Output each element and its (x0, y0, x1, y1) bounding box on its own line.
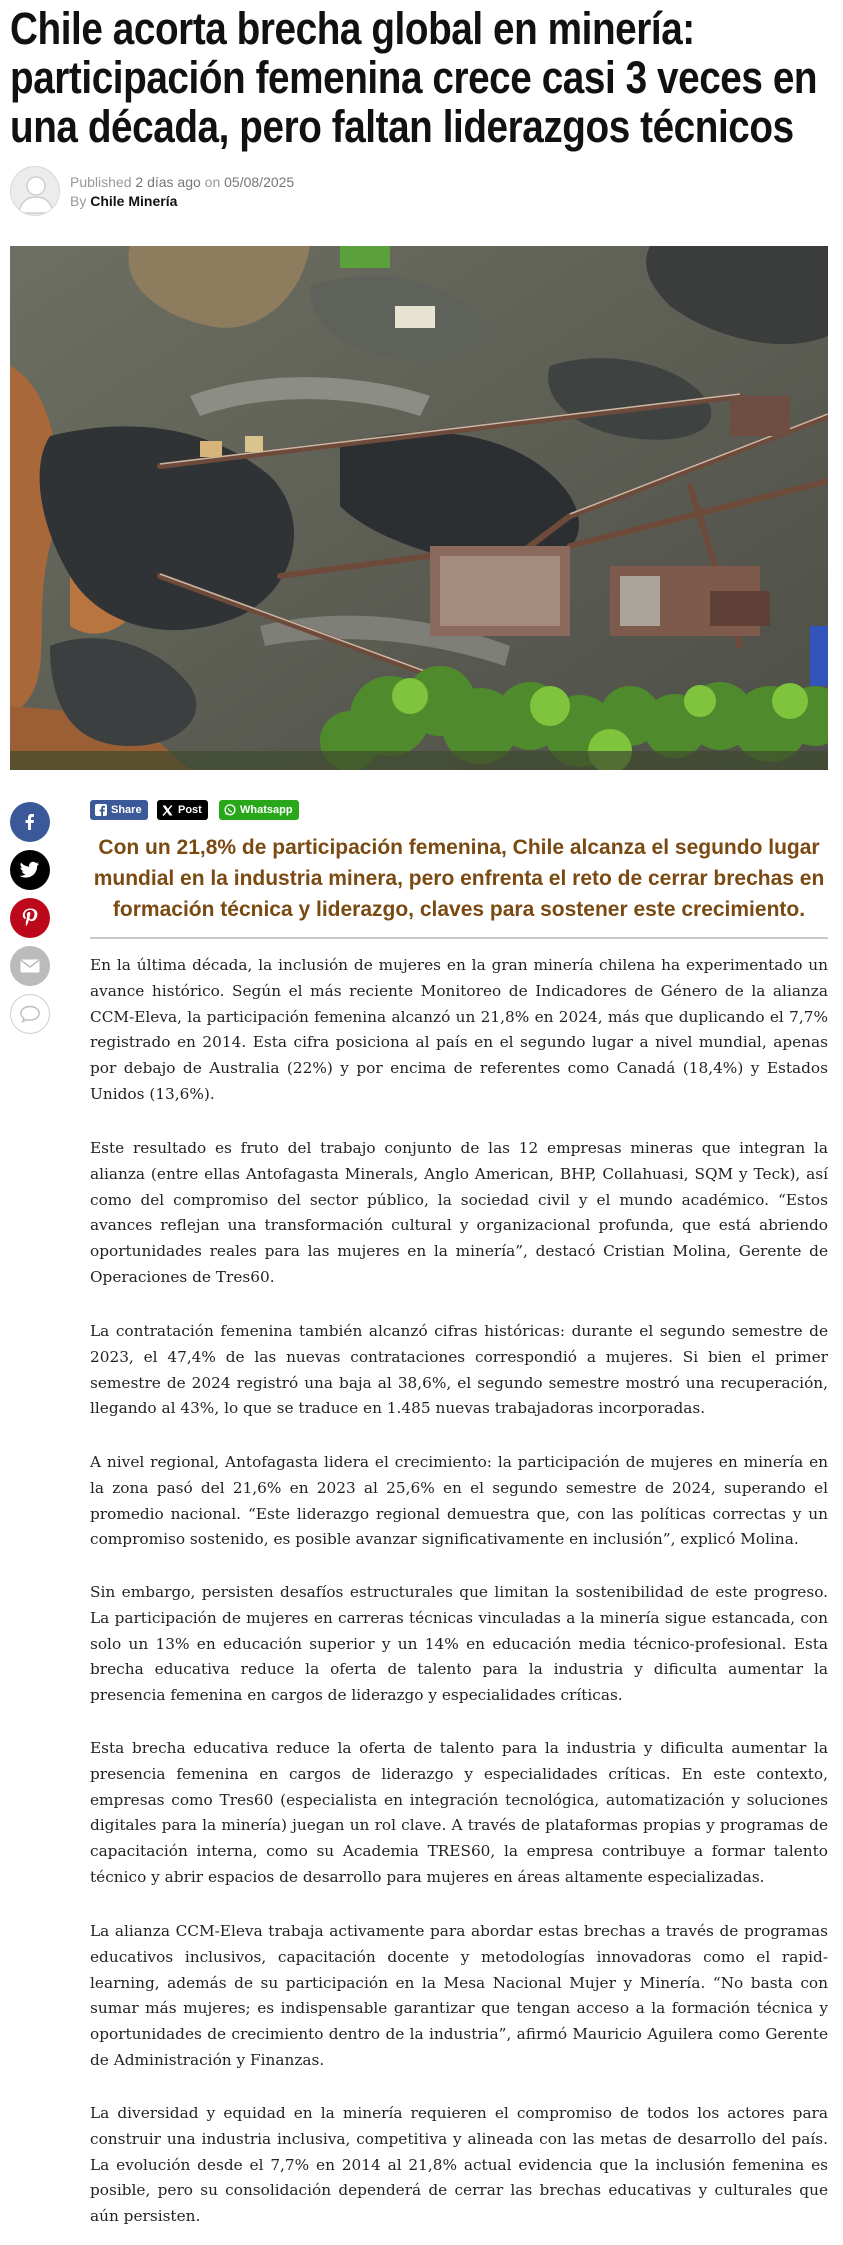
by-label: By (70, 193, 87, 209)
facebook-icon (21, 813, 39, 831)
facebook-share-button[interactable] (10, 802, 50, 842)
publish-date: 05/08/2025 (224, 174, 295, 190)
pinterest-icon (22, 908, 38, 928)
paragraph-8: La diversidad y equidad en la minería requieren el compromiso de todos los actores para construir una industria inclusiva, competitiva y alineada con las metas de desarrollo del país. La evolución desde el 7,7% en 2014 al 21,8% actual evidencia que la inclusión femenina es posible, pero su consolidación dependerá de cerrar las brechas educativas y culturales que aún persisten. (90, 2104, 828, 2226)
facebook-icon (94, 804, 107, 817)
whatsapp-share-pill[interactable] (219, 800, 299, 820)
author-link[interactable]: Chile Minería (90, 193, 178, 209)
paragraph-3: La contratación femenina también alcanzó cifras históricas: durante el segundo semestre de 2023, el 47,4% de las nuevas contrataciones correspondió a mujeres. Si bien el primer semestre de 2024 registró una baja al 38,6%, el segundo semestre mostró una recuperación, llegando al 43%, lo que se traduce en 1.485 nuevas trabajadoras incorporadas. (90, 1322, 828, 1418)
relative-date: 2 días ago (135, 174, 201, 190)
paragraph-6: Esta brecha educativa reduce la oferta de talento para la industria y dificulta aumentar la presencia femenina en cargos de liderazgo y especialidades críticas. En este contexto, empresas como Tres60 (especialista en integración tecnológica, automatización y soluciones digitales para la minería) juegan un rol clave. A través de plataformas propias y programas de capacitación interna, como su Academia TRES60, la empresa contribuye a formar talento técnico y abrir espacios de desarrollo para mujeres en áreas altamente especializadas. (90, 1739, 828, 1886)
email-share-button[interactable] (10, 946, 50, 986)
comment-button[interactable] (10, 994, 50, 1034)
paragraph-7: La alianza CCM-Eleva trabaja activamente para abordar estas brechas a través de programas educativos inclusivos, capacitación docente y metodologías innovadoras como el rapid-learning, además de su participación en la Mesa Nacional Mujer y Minería. “No basta con sumar más mujeres; es indispensable garantizar que tengan acceso a la formación técnica y oportunidades de crecimiento dentro de la industria”, afirmó Mauricio Aguilera como Gerente de Administración y Finanzas. (90, 1922, 828, 2069)
hero-image (10, 246, 828, 770)
whatsapp-icon (223, 804, 236, 817)
x-share-label: Post (178, 804, 202, 816)
email-icon (20, 959, 40, 973)
x-icon (161, 804, 174, 817)
paragraph-1: En la última década, la inclusión de mujeres en la gran minería chilena ha experimentado un avance histórico. Según el más reciente Monitoreo de Indicadores de Género de la alianza CCM-Eleva, la participación femenina alcanzó un 21,8% en 2024, más que duplicando el 7,7% registrado en 2014. Esta cifra posiciona al país en el segundo lugar a nivel mundial, apenas por debajo de Australia (22%) y por encima de referentes como Canadá (18,4%) y Estados Unidos (13,6%). (90, 956, 828, 1103)
article-lead: Con un 21,8% de participación femenina, Chile alcanza el segundo lugar mundial en la industria minera, pero enfrenta el reto de cerrar brechas en formación técnica y liderazgo, claves para sostener este crecimiento. (93, 836, 825, 921)
twitter-share-button[interactable] (10, 850, 50, 890)
aerial-mining-photo (10, 246, 828, 770)
published-label: Published (70, 174, 132, 190)
on-label: on (204, 174, 221, 190)
paragraph-2: Este resultado es fruto del trabajo conjunto de las 12 empresas mineras que integran la alianza (entre ellas Antofagasta Minerals, Anglo American, BHP, Collahuasi, SQM y Teck), así como del compromiso del sector público, la sociedad civil y el mundo académico. “Estos avances reflejan una transformación cultural y organizacional profunda, que está abriendo oportunidades reales para las mujeres en la minería”, destacó Cristian Molina, Gerente de Operaciones de Tres60. (90, 1139, 828, 1286)
article-title: Chile acorta brecha global en minería: participación femenina crece casi 3 veces en una década, pero faltan liderazgos técnicos (10, 3, 818, 152)
share-buttons-row (90, 800, 390, 820)
pinterest-share-button[interactable] (10, 898, 50, 938)
x-share-pill[interactable] (157, 800, 208, 820)
twitter-icon (20, 861, 40, 879)
avatar[interactable] (10, 166, 60, 216)
facebook-share-pill[interactable] (90, 800, 148, 820)
paragraph-5: Sin embargo, persisten desafíos estructurales que limitan la sostenibilidad de este progreso. La participación de mujeres en carreras técnicas vinculadas a la minería sigue estancada, con solo un 13% en educación superior y un 14% en educación media técnico-profesional. Esta brecha educativa reduce la oferta de talento para la industria y dificulta aumentar la presencia femenina en cargos de liderazgo y especialidades críticas. (90, 1583, 828, 1705)
publish-info (70, 174, 294, 190)
whatsapp-share-label: Whatsapp (240, 804, 293, 816)
facebook-share-label: Share (111, 804, 142, 816)
divider (90, 937, 828, 939)
paragraph-4: A nivel regional, Antofagasta lidera el crecimiento: la participación de mujeres en minería en la zona pasó del 21,6% en 2023 al 25,6% en el segundo semestre de 2024, superando el promedio nacional. “Este liderazgo regional demuestra que, con las políticas correctas y un compromiso sostenido, es posible avanzar significativamente en inclusión”, explicó Molina. (90, 1453, 828, 1549)
byline (70, 193, 177, 209)
article-meta (10, 166, 410, 218)
comment-icon (19, 1005, 41, 1023)
